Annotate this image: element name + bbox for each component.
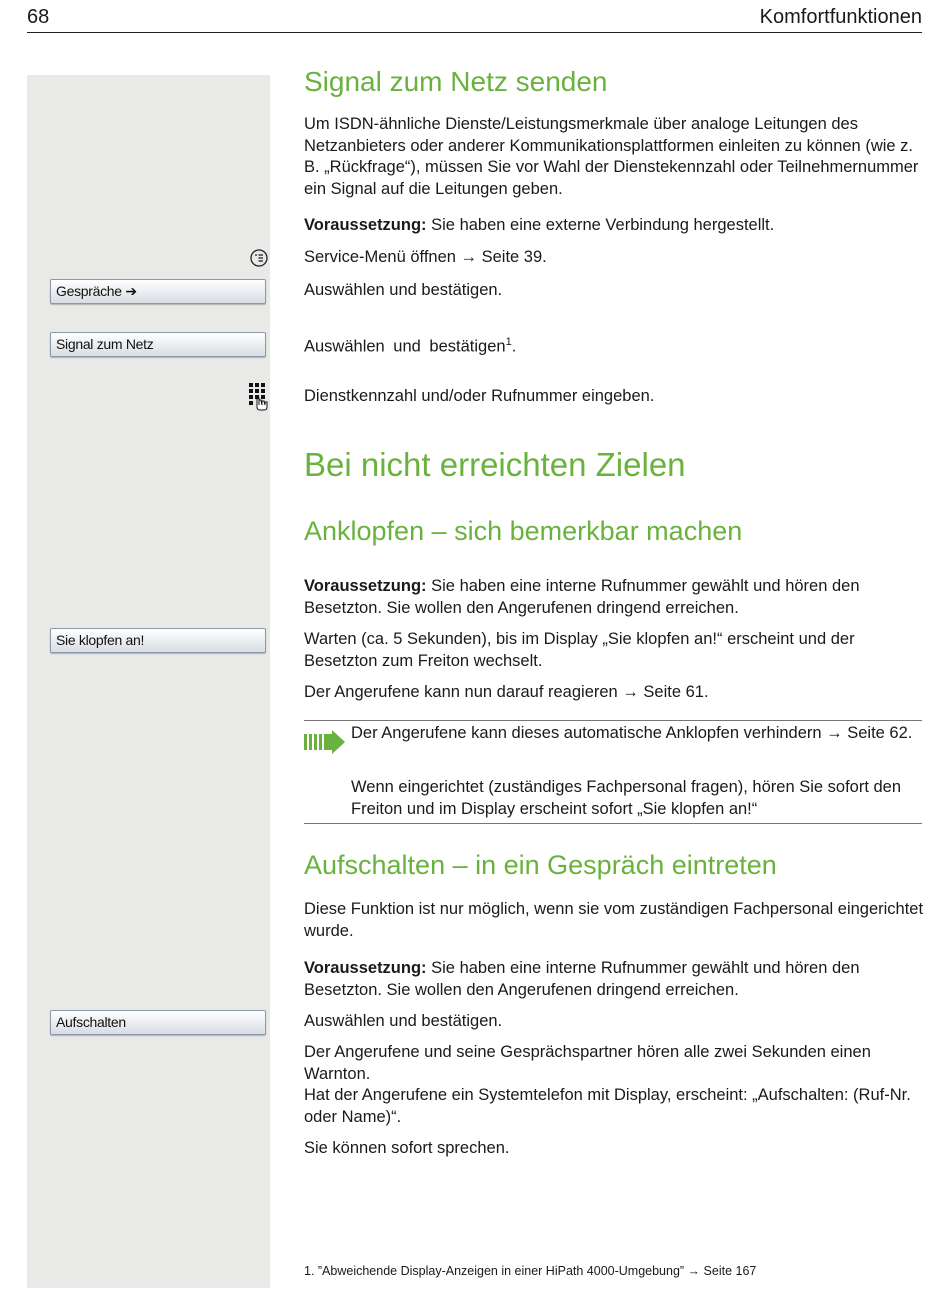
step-speak: Sie können sofort sprechen.	[304, 1139, 510, 1157]
aufschalten-intro: Diese Funktion ist nur möglich, wenn sie vom zuständigen Fachpersonal eingerichtet wurde.	[304, 900, 924, 940]
step-display: Hat der Angerufene ein Systemtelefon mit Display, erscheint: „Aufschalten: (Ruf-Nr. oder Name)“.	[304, 1086, 911, 1126]
footnote-ref: 1	[505, 336, 512, 348]
section-title-signal: Signal zum Netz senden	[304, 66, 608, 97]
subsection-title-aufschalten: Aufschalten – in ein Gespräch eintreten	[304, 850, 777, 880]
subsection-title-anklopfen: Anklopfen – sich bemerkbar machen	[304, 516, 743, 546]
step-select-2	[304, 332, 924, 358]
step-select-aufschalten: Auswählen und bestätigen.	[304, 1012, 503, 1030]
step-dial: Dienstkennzahl und/oder Rufnummer eingeben.	[304, 387, 655, 405]
note-1: Der Angerufene kann dieses automatische Anklopfen verhindern → Seite 62.	[351, 724, 913, 742]
page-number: 68	[27, 6, 50, 28]
footnote: 1. ”Abweichende Display-Anzeigen in einer HiPath 4000-Umgebung” → Seite 167	[304, 1264, 757, 1278]
step-select-1: Auswählen und bestätigen.	[304, 281, 503, 299]
prerequisite-2	[304, 576, 924, 619]
prereq-text: Sie haben eine interne Rufnummer gewählt und hören den Besetzton. Sie wollen den Angerufenen dringend erreichen.	[304, 577, 860, 617]
prereq-label: Voraussetzung:	[304, 577, 427, 595]
prereq-label: Voraussetzung:	[304, 959, 427, 977]
left-sidebar	[27, 75, 270, 1288]
softkey-gespraeche[interactable]: Gespräche ➔	[50, 279, 266, 304]
keypad-icon	[249, 383, 271, 416]
prereq-text: Sie haben eine externe Verbindung hergestellt.	[426, 216, 775, 234]
section-title-nicht-erreicht: Bei nicht erreichten Zielen	[304, 446, 686, 483]
softkey-signal-zum-netz[interactable]: Signal zum Netz	[50, 332, 266, 357]
prereq-label: Voraussetzung:	[304, 216, 427, 234]
step-react: Der Angerufene kann nun darauf reagieren → Seite 61.	[304, 683, 709, 701]
service-menu-icon	[249, 248, 269, 273]
note-2: Wenn eingerichtet (zuständiges Fachpersonal fragen), hören Sie sofort den Freiton und im Display erscheint sofort „Sie klopfen an!“	[351, 778, 902, 818]
softkey-sie-klopfen-an[interactable]: Sie klopfen an!	[50, 628, 266, 653]
chapter-title: Komfortfunktionen	[759, 6, 922, 28]
prerequisite-3	[304, 958, 924, 1001]
step-wait: Warten (ca. 5 Sekunden), bis im Display „Sie klopfen an!“ erscheint und der Besetzton zum Freiton wechselt.	[304, 630, 855, 670]
header-divider	[27, 32, 922, 33]
note-bottom-divider	[304, 823, 922, 824]
prerequisite-1	[304, 215, 924, 237]
intro-paragraph: Um ISDN-ähnliche Dienste/Leistungsmerkmale über analoge Leitungen des Netzanbieters oder anderer Kommunikationsplattformen einleiten zu können (wie z. B. „Rückfrage“), müssen Sie vor Wahl der Dienstekennzahl oder Teilnehmernummer ein Signal auf die Leitungen geben.	[304, 115, 919, 198]
step-select-2-text: Auswählen und bestätigen	[304, 337, 506, 356]
note-top-divider	[304, 720, 922, 721]
note-arrow-icon	[304, 730, 346, 759]
step-warnton: Der Angerufene und seine Gesprächspartner hören alle zwei Sekunden einen Warnton.	[304, 1043, 871, 1083]
softkey-aufschalten[interactable]: Aufschalten	[50, 1010, 266, 1035]
prereq-text: Sie haben eine interne Rufnummer gewählt und hören den Besetzton. Sie wollen den Angerufenen dringend erreichen.	[304, 959, 860, 999]
step-select-2-end: .	[511, 337, 517, 356]
step-service-menu: Service-Menü öffnen → Seite 39.	[304, 248, 547, 266]
